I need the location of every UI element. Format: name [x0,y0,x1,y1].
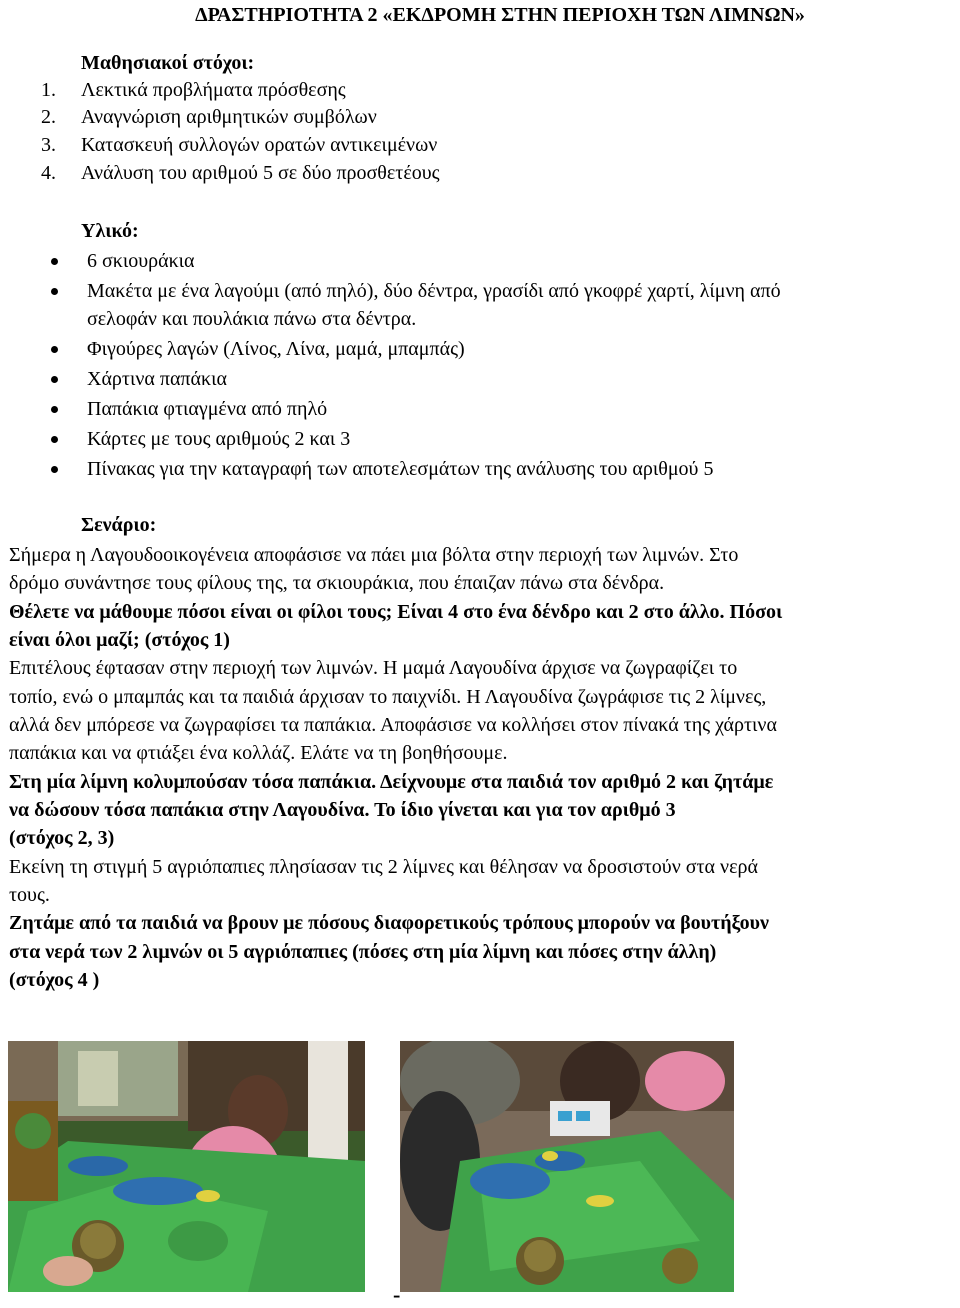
scenario-question: στα νερά των 2 λιμνών οι 5 αγριόπαπιες (πόσες στη μία λίμνη και πόσες στην άλλη) [9,941,717,963]
objectives-heading: Μαθησιακοί στόχοι: [81,52,255,74]
bullet-icon [51,288,58,295]
objective-number: 4. [41,162,56,184]
scenario-question: Ζητάμε από τα παιδιά να βρουν με πόσους διαφορετικούς τρόπους μπορούν να βουτήξουν [9,912,769,934]
objective-item: Αναγνώριση αριθμητικών συμβόλων [81,106,377,128]
scenario-line: τοπίο, ενώ ο μπαμπάς και τα παιδιά άρχισαν το παιχνίδι. Η Λαγουδίνα ζωγράφισε τις 2 λίμνες, [9,686,767,708]
scenario-line: Επιτέλους έφτασαν στην περιοχή των λιμνών. Η μαμά Λαγουδίνα άρχισε να ζωγραφίζει το [9,657,738,679]
objective-item: Κατασκευή συλλογών ορατών αντικειμένων [81,134,438,156]
material-item: Μακέτα με ένα λαγούμι (από πηλό), δύο δέντρα, γρασίδι από γκοφρέ χαρτί, λίμνη από [87,280,781,302]
activity-photo-right [400,1041,734,1292]
scenario-line: αλλά δεν μπόρεσε να ζωγραφίσει τα παπάκια. Αποφάσισε να κολλήσει στον πίνακά της χάρτινα [9,714,777,736]
objective-item: Λεκτικά προβλήματα πρόσθεσης [81,79,346,101]
material-item-continued: σελοφάν και πουλάκια πάνω στα δέντρα. [87,308,417,330]
bullet-icon [51,466,58,473]
scenario-question: (στόχος 2, 3) [9,827,115,849]
scenario-question: είναι όλοι μαζί; (στόχος 1) [9,629,230,651]
material-item: 6 σκιουράκια [87,250,195,272]
scenario-line: δρόμο συνάντησε τους φίλους της, τα σκιουράκια, που έπαιζαν πάνω στα δένδρα. [9,572,665,594]
footer-mark: - [393,1282,401,1307]
scenario-question: Στη μία λίμνη κολυμπούσαν τόσα παπάκια. Δείχνουμε στα παιδιά τον αριθμό 2 και ζητάμε [9,771,774,793]
bullet-icon [51,346,58,353]
bullet-icon [51,258,58,265]
objective-number: 1. [41,79,56,101]
scenario-question: Θέλετε να μάθουμε πόσοι είναι οι φίλοι τους; Είναι 4 στο ένα δένδρο και 2 στο άλλο. Πόσοι [9,601,783,623]
material-item: Φιγούρες λαγών (Λίνος, Λίνα, μαμά, μπαμπάς) [87,338,465,360]
scenario-question: να δώσουν τόσα παπάκια στην Λαγουδίνα. Το ίδιο γίνεται και για τον αριθμό 3 [9,799,676,821]
objective-number: 3. [41,134,56,156]
page-title: ΔΡΑΣΤΗΡΙΟΤΗΤΑ 2 «ΕΚΔΡΟΜΗ ΣΤΗΝ ΠΕΡΙΟΧΗ ΤΩΝ ΛΙΜΝΩΝ» [195,4,805,26]
bullet-icon [51,376,58,383]
objective-item: Ανάλυση του αριθμού 5 σε δύο προσθετέους [81,162,440,184]
scenario-heading: Σενάριο: [81,514,157,536]
material-item: Πίνακας για την καταγραφή των αποτελεσμάτων της ανάλυσης του αριθμού 5 [87,458,714,480]
objective-number: 2. [41,106,56,128]
material-item: Χάρτινα παπάκια [87,368,227,390]
materials-heading: Υλικό: [81,220,139,242]
scenario-line: τους. [9,884,50,906]
scenario-line: Εκείνη τη στιγμή 5 αγριόπαπιες πλησίασαν τις 2 λίμνες και θέλησαν να δροσιστούν στα νερά [9,856,758,878]
scenario-question: (στόχος 4 ) [9,969,100,991]
scenario-line: παπάκια και να φτιάξει ένα κολλάζ. Ελάτε να τη βοηθήσουμε. [9,742,508,764]
bullet-icon [51,406,58,413]
material-item: Κάρτες με τους αριθμούς 2 και 3 [87,428,351,450]
material-item: Παπάκια φτιαγμένα από πηλό [87,398,328,420]
bullet-icon [51,436,58,443]
activity-photo-left [8,1041,365,1292]
scenario-line: Σήμερα η Λαγουδοοικογένεια αποφάσισε να πάει μια βόλτα στην περιοχή των λιμνών. Στο [9,544,739,566]
